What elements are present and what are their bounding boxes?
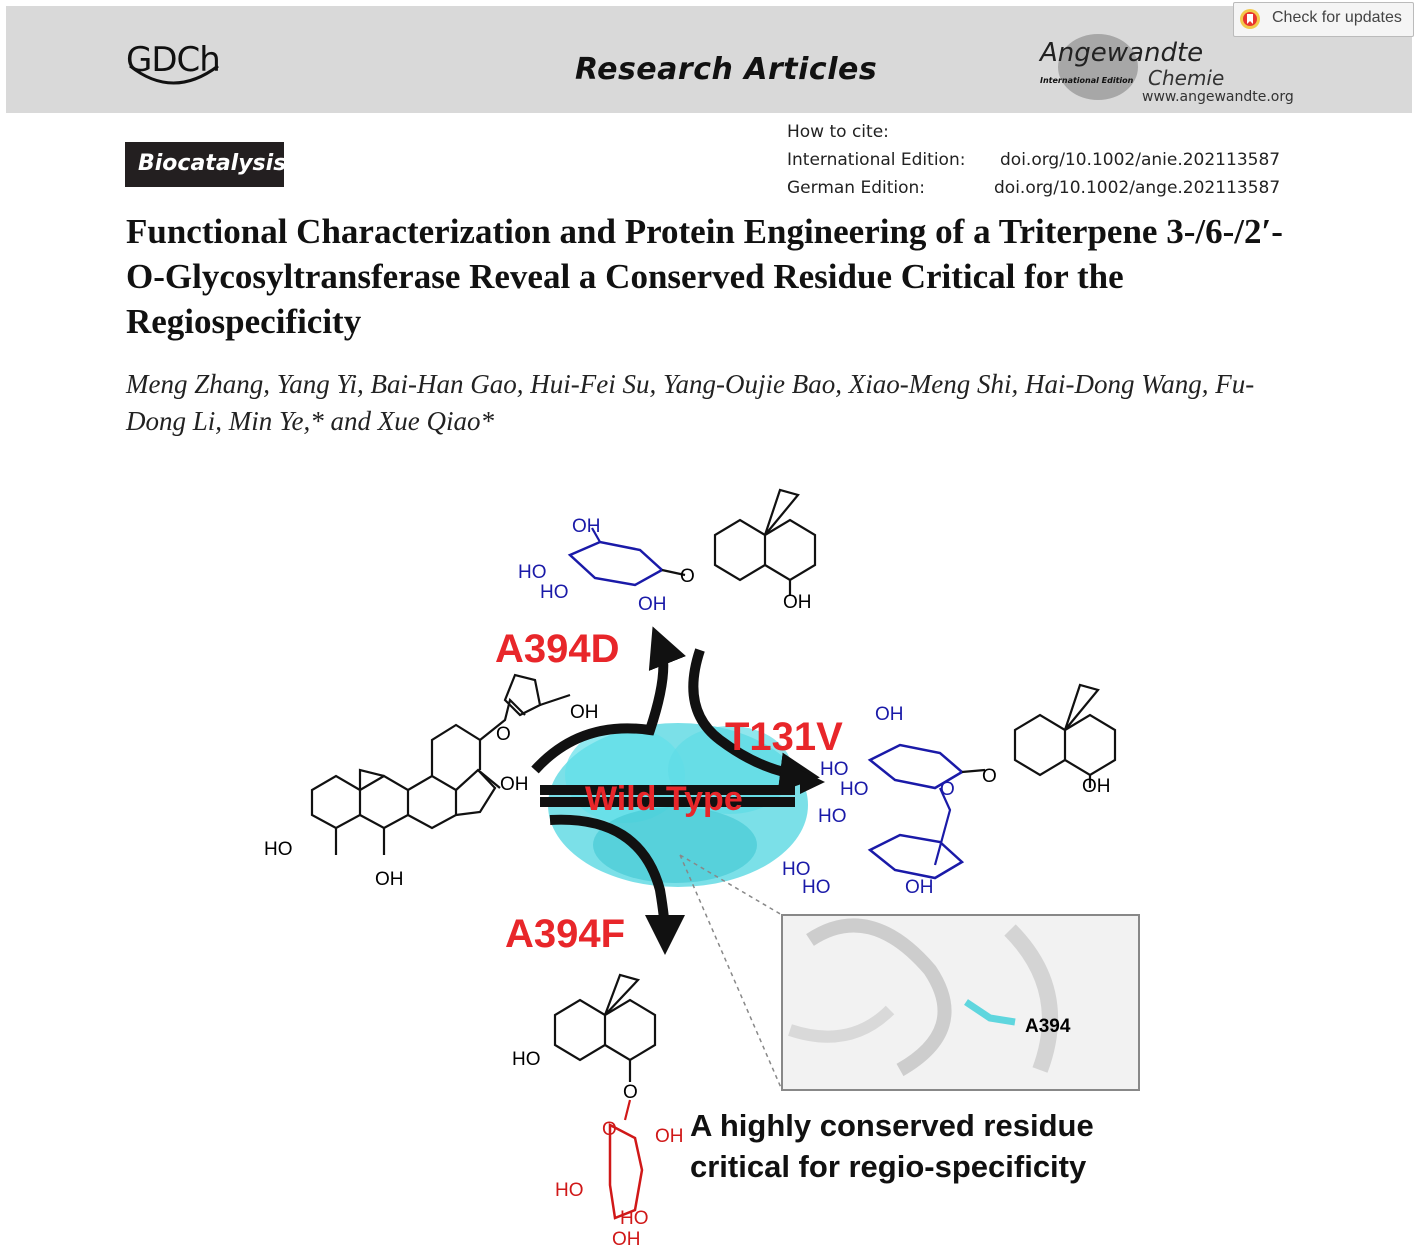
category-label: Biocatalysis xyxy=(138,151,287,176)
glc-right-ether-o-label: O xyxy=(982,766,997,787)
publisher-logo: GDCh xyxy=(126,40,220,80)
substrate-oh-top-label: OH xyxy=(570,702,599,723)
mutant-a394f-label: A394F xyxy=(505,912,626,956)
check-updates-icon xyxy=(1239,8,1261,30)
glc-inner-ho-label: HO xyxy=(818,806,847,827)
aglycone-top-oh-label: OH xyxy=(783,592,812,613)
glc-top-oh2-label: OH xyxy=(638,594,667,615)
glc-right-ho1-label: HO xyxy=(820,759,849,780)
cite-intl-label: International Edition: xyxy=(787,150,966,170)
wild-type-label: Wild Type xyxy=(585,780,743,818)
glc-top-o-label: O xyxy=(680,566,695,587)
bottom-ho-label: HO xyxy=(512,1049,541,1070)
cite-intl-doi[interactable]: doi.org/10.1002/anie.202113587 xyxy=(1000,150,1281,170)
glc-inner-ho2-label: HO xyxy=(802,877,831,898)
cite-german-doi[interactable]: doi.org/10.1002/ange.202113587 xyxy=(994,178,1281,198)
substrate-ho-label: HO xyxy=(264,839,293,860)
cite-german-label: German Edition: xyxy=(787,178,926,198)
graphic-caption-line1: A highly conserved residue xyxy=(690,1108,1094,1143)
sugar-red-oh1-label: OH xyxy=(655,1126,684,1147)
journal-logo-edition: International Edition xyxy=(1040,76,1134,85)
how-to-cite-heading: How to cite: xyxy=(787,122,889,142)
glc-top-ho1-label: HO xyxy=(518,562,547,583)
substrate-structure xyxy=(312,675,570,855)
residue-inset-image xyxy=(782,915,1139,1090)
residue-a394-label: A394 xyxy=(1025,1016,1071,1037)
glc-top-oh-label: OH xyxy=(572,516,601,537)
sugar-red-o-label: O xyxy=(602,1119,617,1140)
graphical-abstract xyxy=(250,470,1160,1255)
section-label: Research Articles xyxy=(575,52,878,87)
aglycone-right-oh-label: OH xyxy=(1082,776,1111,797)
zoom-connector-lines xyxy=(680,855,782,1090)
journal-logo-subname: Chemie xyxy=(1148,66,1225,90)
substrate-oh-right-label: OH xyxy=(500,774,529,795)
glc-inner-ho1-label: HO xyxy=(782,859,811,880)
substrate-oh-bottom-label: OH xyxy=(375,869,404,890)
bottom-ether-o-label: O xyxy=(623,1082,638,1103)
mutant-t131v-label: T131V xyxy=(725,715,843,759)
sugar-red-oh2-label: OH xyxy=(612,1229,641,1250)
mutant-a394d-label: A394D xyxy=(495,627,620,671)
article-authors: Meng Zhang, Yang Yi, Bai-Han Gao, Hui-Fei Su, Yang-Oujie Bao, Xiao-Meng Shi, Hai-Dong Wang, Fu-Dong Li, Min Ye,* and Xue Qiao* xyxy=(126,369,1255,436)
glc-right-o-label: O xyxy=(940,779,955,800)
journal-logo-name: Angewandte xyxy=(1040,38,1204,68)
glc-right-ho2-label: HO xyxy=(840,779,869,800)
journal-url: www.angewandte.org xyxy=(1142,89,1294,105)
glc-inner-oh-label: OH xyxy=(905,877,934,898)
article-title: Functional Characterization and Protein Engineering of a Triterpene 3-/6-/2′-O-Glycosyltransferase Reveal a Conserved Residue Critical for the Regiospecificity xyxy=(126,212,1283,341)
substrate-o-label: O xyxy=(496,724,511,745)
glc-top-ho2-label: HO xyxy=(540,582,569,603)
glc-right-oh-label: OH xyxy=(875,704,904,725)
graphic-caption-line2: critical for regio-specificity xyxy=(690,1149,1087,1184)
sugar-red-ho1-label: HO xyxy=(555,1180,584,1201)
sugar-red-ho2-label: HO xyxy=(620,1208,649,1229)
check-updates-label[interactable]: Check for updates xyxy=(1272,9,1402,26)
